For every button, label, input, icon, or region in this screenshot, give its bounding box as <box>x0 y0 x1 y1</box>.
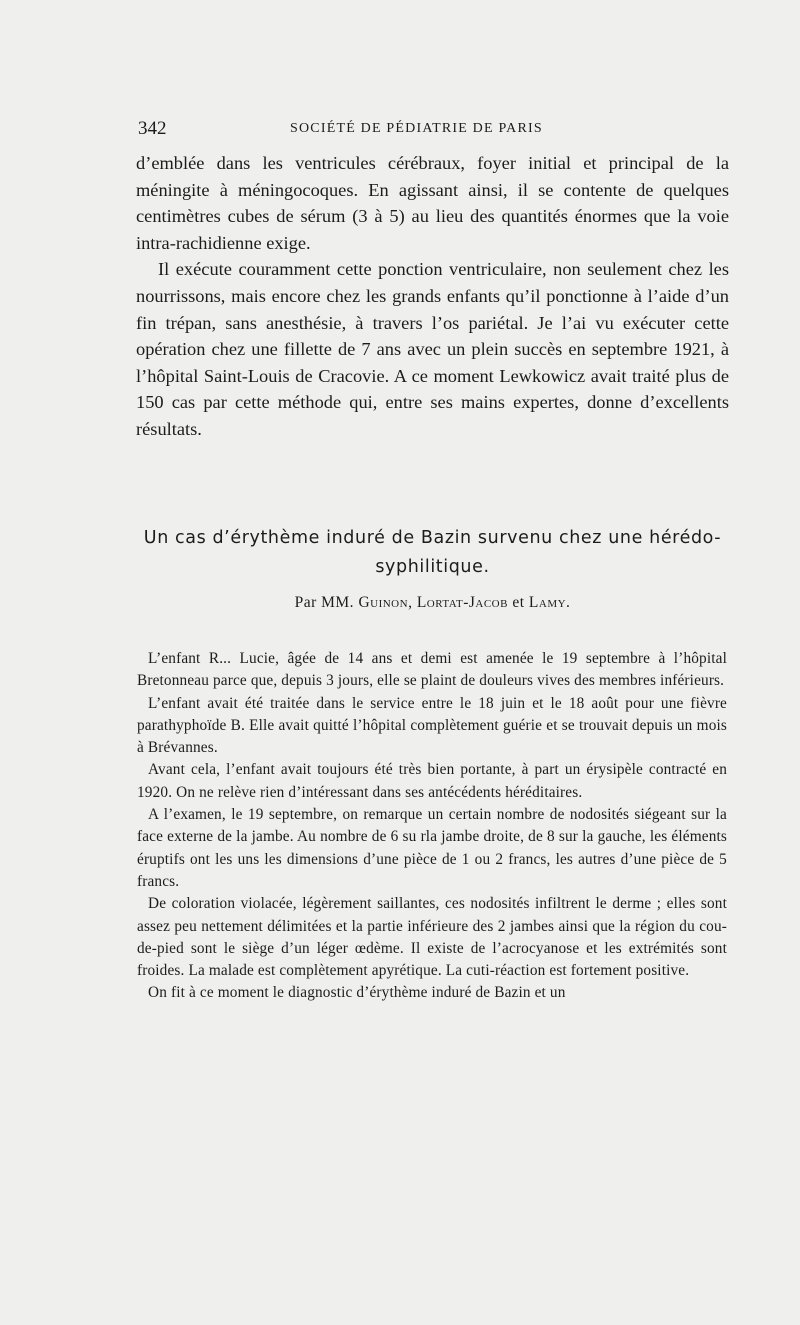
running-title: SOCIÉTÉ DE PÉDIATRIE DE PARIS <box>290 121 543 136</box>
author-name: Lortat-Jacob <box>416 594 508 611</box>
paragraph: A l’examen, le 19 septembre, on remarque un certain nombre de nodosités siégeant sur la face externe de la jambe. Au nombre de 6 su rla jambe droite, de 8 sur la gauche, les éléments éruptifs ont les uns les dimensions d’une pièce de 1 ou 2 francs, les autres d’une pièce de 5 francs. <box>137 806 727 890</box>
author-name: Lamy. <box>528 594 571 611</box>
paragraph: De coloration violacée, légèrement saillantes, ces nodosités infiltrent le derme ; elles sont assez peu nettement délimitées et la partie inférieure des 2 jambes ainsi que la région du cou-de-pied sont le siège d’un léger œdème. Il existe de l’acrocyanose et les extrémités sont froides. La malade est complètement apyrétique. La cuti-réaction est fortement positive. <box>137 895 727 980</box>
paragraph: Avant cela, l’enfant avait toujours été très bien portante, à part un érysipèle contracté en 1920. On ne relève rien d’intéressant dans ses antécédents héréditaires. <box>137 761 727 801</box>
author-name: Guinon <box>358 594 409 611</box>
article-title-line: Un cas d’érythème induré de Bazin survenu chez une hérédo- <box>143 528 722 548</box>
article-title <box>130 524 735 582</box>
authors-conjunction: et <box>512 594 525 611</box>
paragraph: On fit à ce moment le diagnostic d’érythème induré de Bazin et un <box>148 984 566 1002</box>
previous-article-text <box>136 150 729 443</box>
article-body <box>137 648 727 1005</box>
paragraph: Il exécute couramment cette ponction ventriculaire, non seulement chez les nourrissons, mais encore chez les grands enfants qu’il ponctionne à l’aide d’un fin trépan, sans anesthésie, à travers l’os pariétal. Je l’ai vu exécuter cette opération chez une fillette de 7 ans avec un plein succès en septembre 1921, à l’hôpital Saint-Louis de Cracovie. A ce moment Lewkowicz avait traité plus de 150 cas par cette méthode qui, entre ses mains expertes, donne d’excellents résultats. <box>136 259 729 439</box>
article-title-line: syphilitique. <box>375 557 490 577</box>
page-header <box>138 118 728 142</box>
paragraph: L’enfant R... Lucie, âgée de 14 ans et demi est amenée le 19 septembre à l’hôpital Bretonneau parce que, depuis 3 jours, elle se plaint de douleurs vives des membres inférieurs. <box>137 650 727 690</box>
paragraph: L’enfant avait été traitée dans le service entre le 18 juin et le 18 août pour une fièvre parathyphoïde B. Elle avait quitté l’hôpital complètement guérie et se trouvait depuis un mois à Brévannes. <box>137 694 727 757</box>
page-number: 342 <box>138 118 167 139</box>
authors-prefix: Par MM. <box>294 594 355 611</box>
article-authors: Par MM. Guinon, Lortat-Jacob et Lamy. <box>294 594 571 611</box>
paragraph: d’emblée dans les ventricules cérébraux, foyer initial et principal de la méningite à méningocoques. En agissant ainsi, il se contente de quelques centimètres cubes de sérum (3 à 5) au lieu des quantités énormes que la voie intra-rachidienne exige. <box>136 153 729 253</box>
